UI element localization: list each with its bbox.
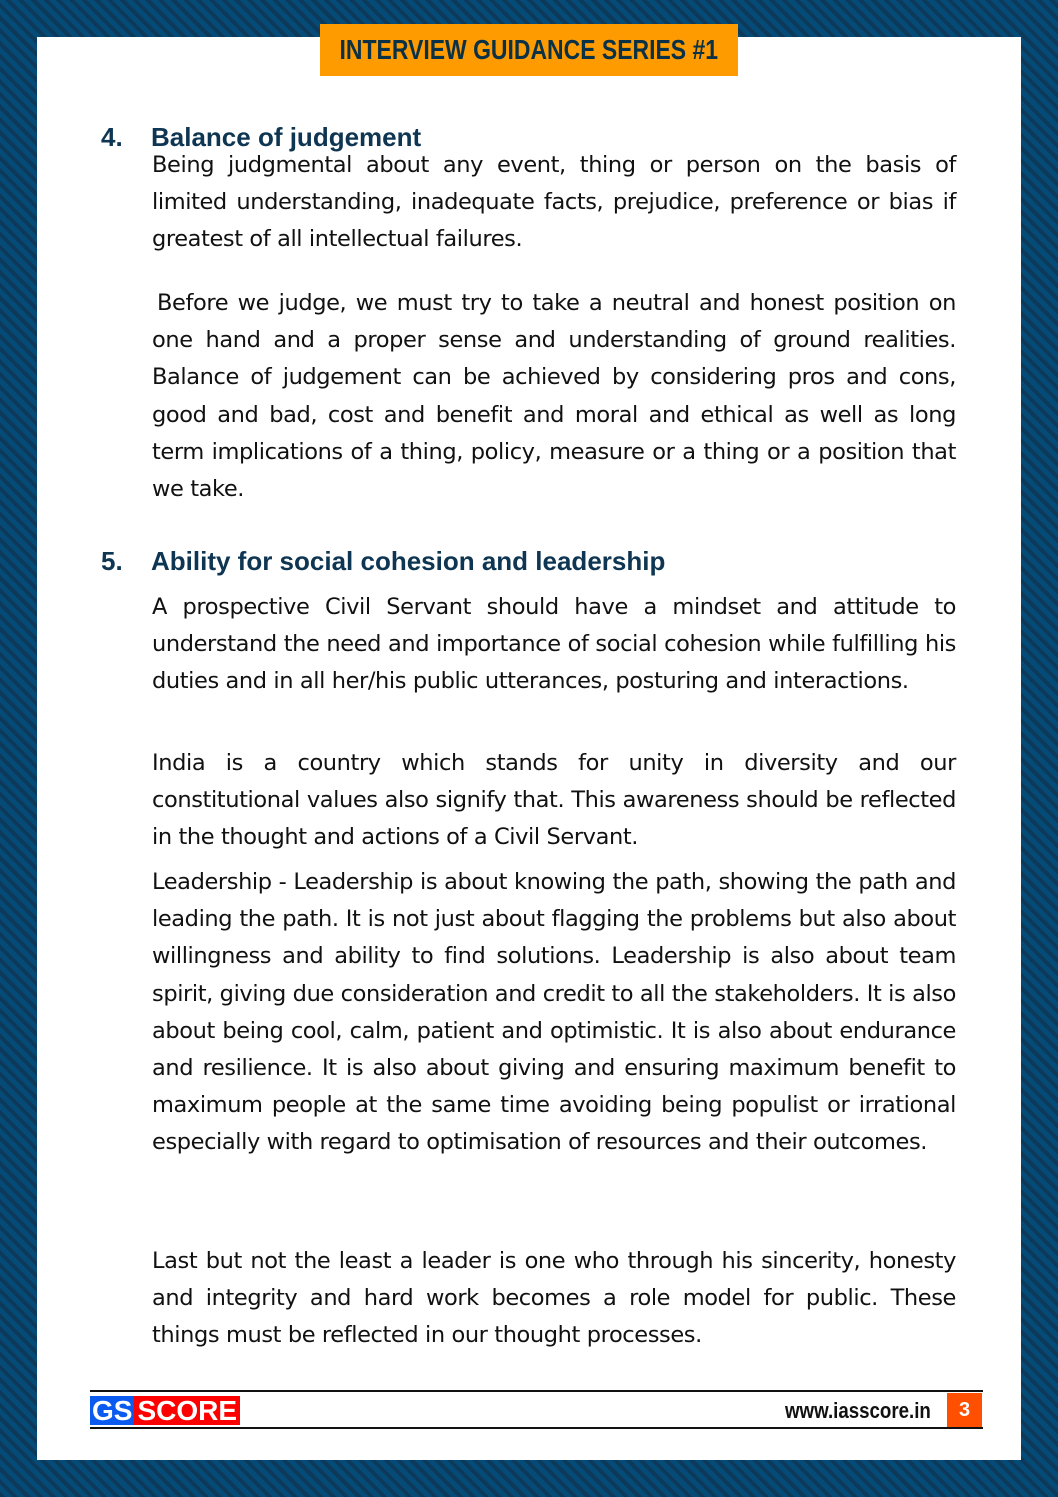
logo-score: SCORE	[134, 1396, 240, 1425]
paragraph: Being judgmental about any event, thing or person on the basis of limited understanding, inadequate facts, prejudice, preference or bias if greatest of all intellectual failures.	[152, 152, 956, 253]
footer-bottom-rule	[90, 1427, 983, 1429]
paragraph: Last but not the least a leader is one who through his sincerity, honesty and integrity and hard work becomes a role model for public. These things must be reflected in our thought processes.	[152, 1248, 956, 1349]
paragraph: A prospective Civil Servant should have a mindset and attitude to understand the need and importance of social cohesion while fulfilling his duties and in all her/his public utterances, posturing and interactions.	[152, 594, 956, 695]
website-link[interactable]: www.iasscore.in	[785, 1398, 931, 1423]
section-number: 5.	[101, 546, 123, 576]
paragraph: Before we judge, we must try to take a neutral and honest position on one hand and a proper sense and understanding of ground realities. Balance of judgement can be achieved by considering pros and cons, good and bad, cost and benefit and moral and ethical as well as long term implications of a thing, policy, measure or a thing or a position that we take.	[152, 290, 956, 503]
section-heading-5	[101, 546, 665, 577]
section-title: Ability for social cohesion and leadership	[151, 546, 666, 576]
page-number-badge: 3	[947, 1393, 982, 1427]
footer-top-rule	[90, 1390, 983, 1392]
series-banner	[320, 24, 738, 76]
section-number: 4.	[101, 122, 123, 152]
logo-gs: GS	[92, 1395, 133, 1426]
series-title: INTERVIEW GUIDANCE SERIES #1	[339, 34, 719, 65]
section-title: Balance of judgement	[151, 122, 422, 152]
paragraph: India is a country which stands for unity in diversity and our constitutional values also signify that. This awareness should be reflected in the thought and actions of a Civil Servant.	[152, 750, 956, 851]
gsscore-logo	[90, 1396, 240, 1425]
paragraph: Leadership - Leadership is about knowing the path, showing the path and leading the path. It is not just about flagging the problems but also about willingness and ability to find solutions. Leadership is also about team spirit, giving due consideration and credit to all the stakeholders. It is also about being cool, calm, patient and optimistic. It is also about endurance and resilience. It is also about giving and ensuring maximum benefit to maximum people at the same time avoiding being populist or irrational especially with regard to optimisation of resources and their outcomes.	[152, 869, 956, 1156]
